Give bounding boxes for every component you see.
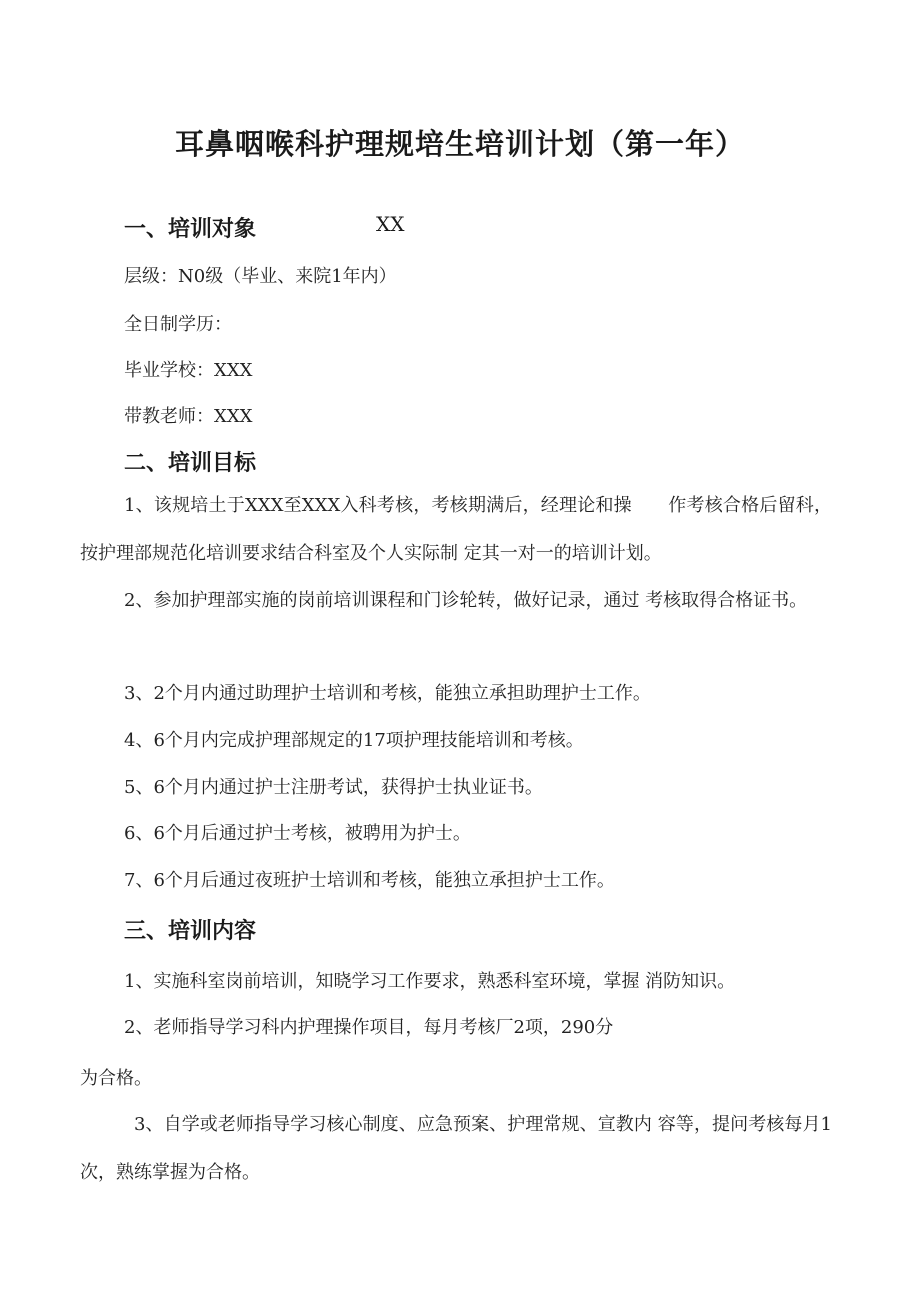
goal-item: 7、6个月后通过夜班护士培训和考核，能独立承担护士工作。 <box>124 870 615 891</box>
school-line: 毕业学校：XXX <box>124 360 253 381</box>
content-item: 2、老师指导学习科内护理操作项目，每月考核厂2项，290分 <box>124 1017 614 1038</box>
section-heading-label: 二、培训目标 <box>124 451 257 476</box>
document-title: 耳鼻咽喉科护理规培生培训计划（第一年） <box>174 127 745 161</box>
education-line: 全日制学历： <box>124 314 232 335</box>
goal-item: 2、参加护理部实施的岗前培训课程和门诊轮转，做好记录，通过 考核取得合格证书。 <box>124 590 808 611</box>
section-heading-training-goals <box>124 446 256 477</box>
content-item-continuation: 为合格。 <box>80 1068 152 1089</box>
goal-item: 3、2个月内通过助理护士培训和考核，能独立承担助理护士工作。 <box>124 683 651 704</box>
goal-item: 1、该规培土于XXX至XXX入科考核，考核期满后，经理论和操 作考核合格后留科，按护理部规范化培训要求结合科室及个人实际制 定其一对一的培训计划。 <box>80 495 832 564</box>
goal-item: 4、6个月内完成护理部规定的17项护理技能培训和考核。 <box>124 730 584 751</box>
content-item: 3、自学或老师指导学习核心制度、应急预案、护理常规、宣教内 容等，提问考核每月1次，熟练掌握为合格。 <box>80 1114 832 1183</box>
section-heading-training-content <box>124 914 256 945</box>
level-line: 层级：N0级（毕业、来院1年内） <box>124 266 397 287</box>
trainee-name: XX <box>376 212 405 236</box>
goal-item: 6、6个月后通过护士考核，被聘用为护士。 <box>124 823 471 844</box>
section-heading-training-target <box>124 212 405 243</box>
section-heading-label: 三、培训内容 <box>124 919 257 944</box>
section-heading-label: 一、培训对象 <box>124 217 257 242</box>
content-item: 1、实施科室岗前培训，知晓学习工作要求，熟悉科室环境，掌握 消防知识。 <box>124 971 736 992</box>
instructor-line: 带教老师：XXX <box>124 406 253 427</box>
goal-item: 5、6个月内通过护士注册考试，获得护士执业证书。 <box>124 777 543 798</box>
